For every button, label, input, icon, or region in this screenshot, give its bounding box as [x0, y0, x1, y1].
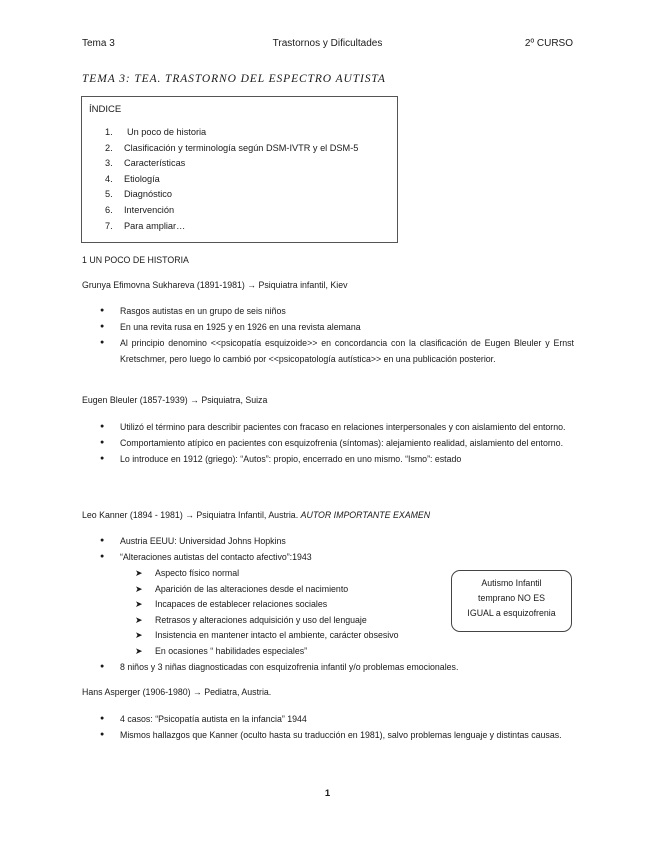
arrow-bullet-icon: ➤ [135, 614, 143, 625]
page-number: 1 [324, 788, 331, 799]
kanner-last-bullet [100, 659, 574, 675]
index-item [105, 189, 358, 205]
arrow-bullet-icon: ➤ [135, 583, 143, 594]
index-item-label: Características [124, 158, 186, 169]
author-sukhareva: Grunya Efimovna Sukhareva (1891-1981) → Psiquiatra infantil, Kiev [82, 280, 348, 290]
sub-item-text: Aspecto físico normal [155, 568, 240, 578]
list-item: ● Austria EEUU: Universidad Johns Hopkins [100, 533, 574, 549]
index-title: ÍNDICE [89, 104, 122, 115]
index-item-label: Clasificación y terminología según DSM-IVTR y el DSM-5 [124, 142, 359, 153]
index-item [105, 205, 358, 221]
header-left: Tema 3 [82, 38, 115, 49]
arrow-bullet-icon: ➤ [135, 568, 143, 578]
sub-item-text: En ocasiones “ habilidades especiales” [155, 645, 308, 656]
index-item-label: Para ampliar… [124, 220, 186, 231]
list-item: ● 8 niños y 3 niñas diagnosticadas con esquizofrenia infantil y/o problemas emocionales. [100, 659, 574, 675]
list-item: ● Lo introduce en 1912 (griego): “Autos”: propio, encerrado en uno mismo. “Ismo”: estado [100, 451, 574, 467]
index-item-number: 1. [105, 127, 113, 137]
index-item [105, 158, 358, 174]
index-item [105, 221, 358, 237]
list-item: ● En una revita rusa en 1925 y en 1926 en una revista alemana [100, 319, 574, 335]
header-right: 2º CURSO [524, 38, 573, 49]
index-item-number: 6. [105, 204, 113, 215]
sub-item-text: Incapaces de establecer relaciones sociales [155, 599, 328, 609]
callout-line: temprano NO ES [478, 593, 545, 603]
arrow-bullet-icon: ➤ [135, 630, 143, 640]
author-kanner [82, 510, 430, 520]
sub-list-item [135, 582, 399, 598]
kanner-bullets [100, 533, 574, 565]
index-item-label: Diagnóstico [124, 189, 173, 200]
index-item [105, 174, 358, 190]
list-item: ● Comportamiento atípico en pacientes con esquizofrenia (síntomas): alejamiento realidad, aislamiento del entorno. [100, 435, 574, 451]
list-item: ● Utilizó el término para describir pacientes con fracaso en relaciones interpersonales y con aislamiento del entorno. [100, 419, 574, 435]
index-item [105, 127, 358, 143]
list-item: ● Mismos hallazgos que Kanner (oculto hasta su traducción en 1981), salvo problemas lenguaje y distintas causas. [100, 727, 574, 743]
asperger-bullets [100, 711, 574, 743]
index-item-label: Etiología [124, 173, 160, 184]
arrow-bullet-icon: ➤ [135, 645, 143, 656]
sub-list-item [135, 613, 399, 629]
index-item-number: 3. [105, 158, 113, 169]
kanner-subitems [135, 566, 399, 659]
header-center: Trastornos y Dificultades [272, 38, 383, 49]
author-bleuler: Eugen Bleuler (1857-1939) → Psiquiatra, Suiza [82, 395, 268, 405]
sub-list-item [135, 644, 399, 660]
index-item-number: 4. [105, 173, 113, 184]
index-item-label: Un poco de historia [127, 127, 207, 137]
document-title: TEMA 3: TEA. TRASTORNO DEL ESPECTRO AUTISTA [82, 73, 386, 85]
sub-item-text: Aparición de las alteraciones desde el nacimiento [155, 583, 349, 594]
callout-line: IGUAL a esquizofrenia [467, 608, 556, 618]
index-box [81, 96, 398, 243]
sub-list-item [135, 566, 399, 582]
section-heading: 1 UN POCO DE HISTORIA [82, 255, 189, 265]
sub-item-text: Retrasos y alteraciones adquisición y uso del lenguaje [155, 614, 367, 625]
callout-box [451, 570, 572, 632]
index-item-number: 5. [105, 189, 113, 200]
kanner-name: Leo Kanner (1894 - 1981) → Psiquiatra Infantil, Austria. [82, 510, 299, 520]
index-item [105, 143, 358, 159]
arrow-bullet-icon: ➤ [135, 599, 143, 609]
author-asperger: Hans Asperger (1906-1980) → Pediatra, Austria. [82, 687, 272, 697]
index-item-number: 7. [105, 220, 113, 231]
list-item: ● Rasgos autistas en un grupo de seis niños [100, 303, 574, 319]
kanner-note: AUTOR IMPORTANTE EXAMEN [300, 510, 431, 520]
sukhareva-bullets [100, 303, 574, 367]
sub-list-item [135, 597, 399, 613]
list-item: ● 4 casos: “Psicopatía autista en la infancia” 1944 [100, 711, 574, 727]
list-item: ● “Alteraciones autistas del contacto afectivo”:1943 [100, 549, 574, 565]
index-item-label: Intervención [124, 204, 175, 215]
sub-item-text: Insistencia en mantener intacto el ambiente, carácter obsesivo [155, 630, 399, 640]
index-item-number: 2. [105, 142, 113, 153]
index-list [105, 127, 358, 236]
sub-list-item [135, 628, 399, 644]
callout-line: Autismo Infantil [481, 578, 542, 588]
bleuler-bullets [100, 419, 574, 467]
list-item: ● Al principio denomino <<psicopatía esquizoide>> en concordancia con la clasificación de Eugen Bleuler y Ernst Kretschmer, pero luego lo cambió por <<psicopatología autística>> en una publicación posterior. [100, 335, 574, 367]
